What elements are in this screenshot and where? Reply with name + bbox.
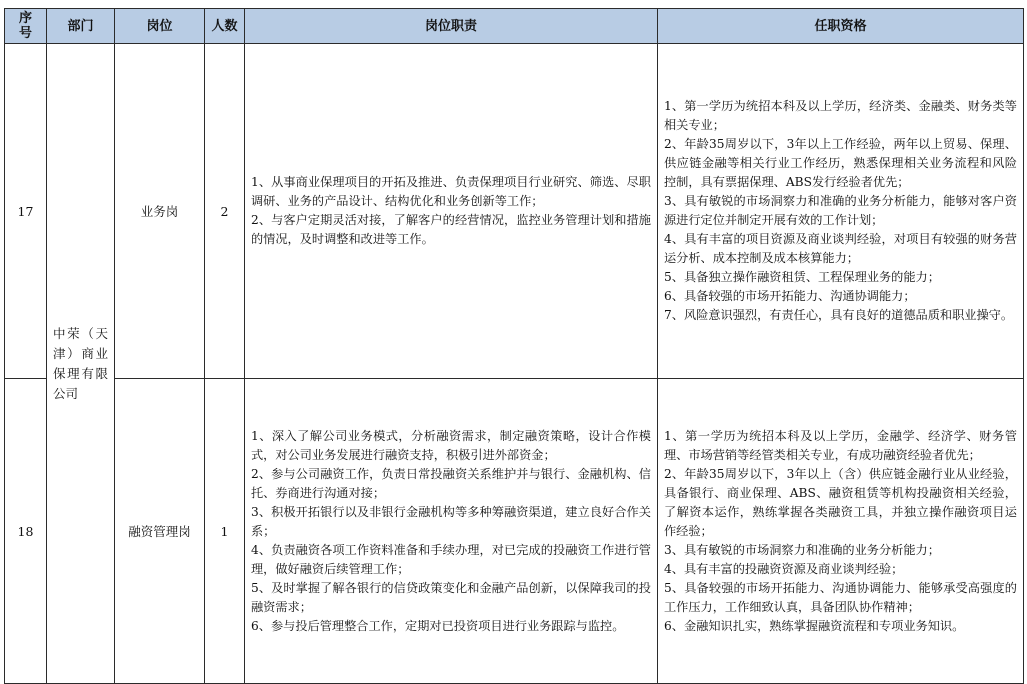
qualification-item: 6、具备较强的市场开拓能力、沟通协调能力； — [664, 289, 916, 303]
qualification-item: 3、具有敏锐的市场洞察力和准确的业务分析能力； — [664, 542, 940, 557]
duty-item: 5、及时掌握了解各银行的信贷政策变化和金融产品创新，以保障我司的投融资需求； — [251, 580, 651, 614]
row-count: 1 — [205, 379, 245, 684]
row-duties — [245, 379, 658, 684]
header-seq: 序号 — [5, 9, 47, 44]
row-qualifications — [658, 44, 1024, 379]
duty-item: 2、与客户定期灵活对接，了解客户的经营情况，监控业务管理计划和措施的情况，及时调整和改进等工作。 — [251, 213, 651, 246]
qualification-item: 5、具备较强的市场开拓能力、沟通协调能力、能够承受高强度的工作压力，工作细致认真，具备团队协作精神； — [664, 580, 1017, 614]
header-count: 人数 — [205, 9, 245, 44]
header-position: 岗位 — [115, 9, 205, 44]
qualification-item: 5、具备独立操作融资租赁、工程保理业务的能力； — [664, 270, 940, 284]
job-table — [4, 8, 1024, 684]
row-duties — [245, 44, 658, 379]
qualification-item: 6、金融知识扎实，熟练掌握融资流程和专项业务知识。 — [664, 618, 965, 633]
row-seq: 17 — [5, 44, 47, 379]
row-seq: 18 — [5, 379, 47, 684]
table-row — [5, 44, 1024, 379]
row-qualifications — [658, 379, 1024, 684]
duty-item: 1、从事商业保理项目的开拓及推进、负责保理项目行业研究、筛选、尽职调研、业务的产品设计、结构优化和业务创新等工作； — [251, 175, 651, 208]
qualification-item: 4、具有丰富的项目资源及商业谈判经验，对项目有较强的财务营运分析、成本控制及成本核算能力； — [664, 232, 1017, 265]
row-position: 融资管理岗 — [115, 379, 205, 684]
duty-item: 3、积极开拓银行以及非银行金融机构等多种筹融资渠道，建立良好合作关系； — [251, 504, 651, 538]
duty-item: 1、深入了解公司业务模式，分析融资需求，制定融资策略，设计合作模式，对公司业务发展进行融资支持，积极引进外部资金； — [251, 428, 651, 462]
row-position: 业务岗 — [115, 44, 205, 379]
header-duties: 岗位职责 — [245, 9, 658, 44]
table-row — [5, 379, 1024, 684]
qualification-item: 2、年龄35周岁以下，3年以上工作经验，两年以上贸易、保理、供应链金融等相关行业工作经历，熟悉保理相关业务流程和风险控制，具有票据保理、ABS发行经验者优先； — [664, 137, 1017, 189]
header-row — [5, 9, 1024, 44]
duty-item: 2、参与公司融资工作，负责日常投融资关系维护并与银行、金融机构、信托、券商进行沟通对接； — [251, 466, 651, 500]
header-qualifications: 任职资格 — [658, 9, 1024, 44]
qualification-item: 2、年龄35周岁以下，3年以上（含）供应链金融行业从业经验，具备银行、商业保理、ABS、融资租赁等机构投融资相关经验，了解资本运作，熟练掌握各类融资工具，并独立操作融资项目运作经验； — [664, 466, 1017, 538]
qualification-item: 4、具有丰富的投融资资源及商业谈判经验； — [664, 561, 904, 576]
row-count: 2 — [205, 44, 245, 379]
duty-item: 4、负责融资各项工作资料准备和手续办理，对已完成的投融资工作进行管理，做好融资后续管理工作； — [251, 542, 651, 576]
qualification-item: 3、具有敏锐的市场洞察力和准确的业务分析能力，能够对客户资源进行定位并制定开展有效的工作计划； — [664, 194, 1017, 227]
department-cell: 中荣（天津）商业保理有限公司 — [47, 44, 115, 684]
qualification-item: 1、第一学历为统招本科及以上学历，金融学、经济学、财务管理、市场营销等经管类相关专业，有成功融资经验者优先； — [664, 428, 1017, 462]
qualification-item: 7、风险意识强烈，有责任心，具有良好的道德品质和职业操守。 — [664, 308, 1014, 322]
qualification-item: 1、第一学历为统招本科及以上学历，经济类、金融类、财务类等相关专业； — [664, 99, 1017, 132]
duty-item: 6、参与投后管理整合工作，定期对已投资项目进行业务跟踪与监控。 — [251, 618, 625, 633]
header-dept: 部门 — [47, 9, 115, 44]
